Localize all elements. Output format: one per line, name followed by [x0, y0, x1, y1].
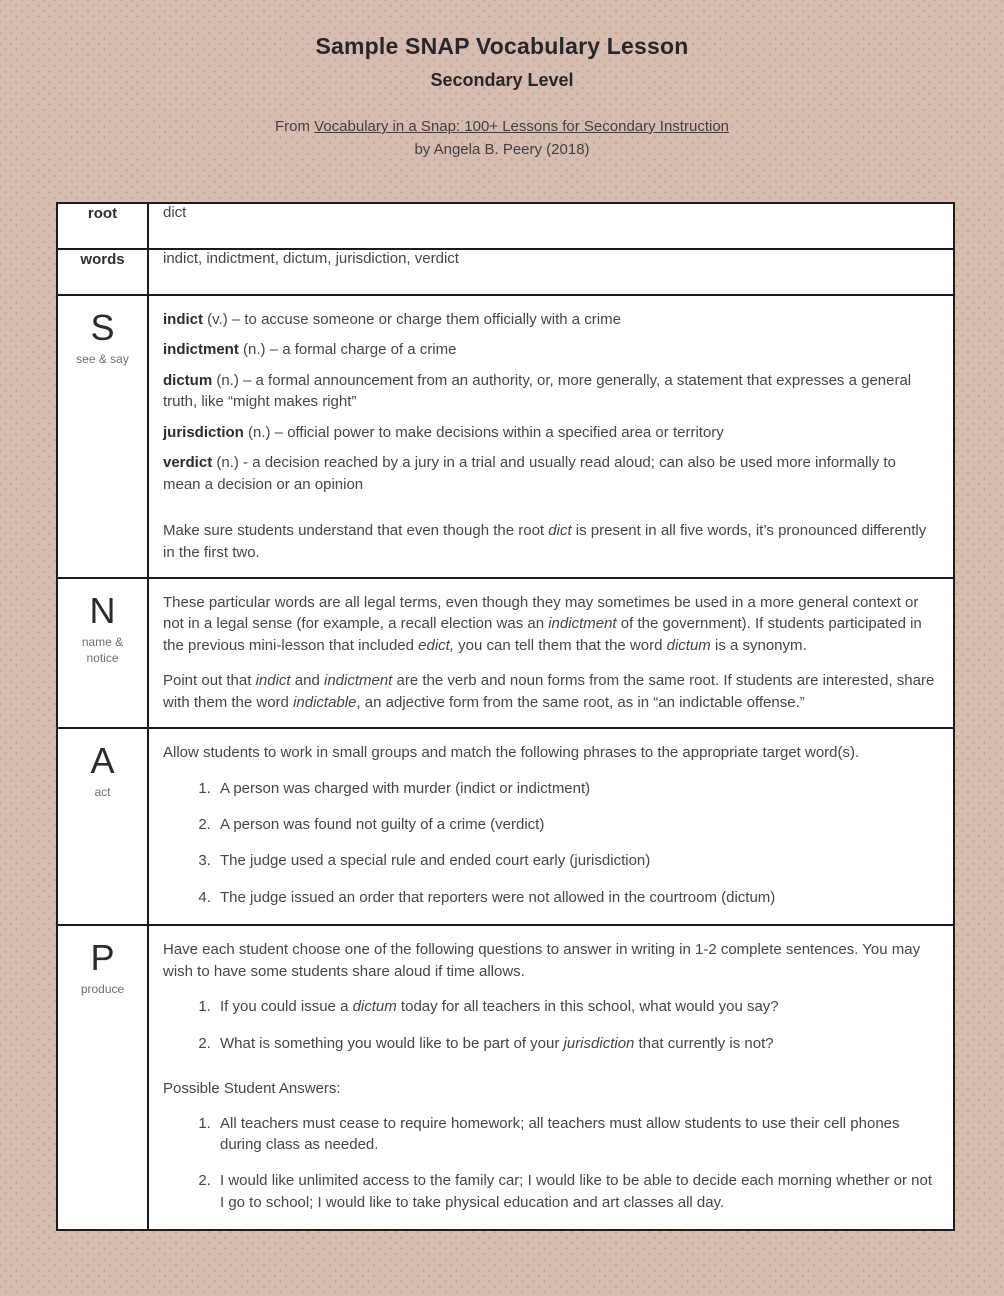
- pronunciation-note: Make sure students understand that even though the root dict is present in all five words, it’s pronounced differently in the first two.: [163, 522, 927, 561]
- produce-question: 1. If you could issue a dictum today for all teachers in this school, what would you say?: [215, 996, 937, 1017]
- answers-label: Possible Student Answers:: [163, 1080, 341, 1098]
- definition-indictment: indictment (n.) – a formal charge of a crime: [163, 341, 457, 359]
- act-content-cell: [148, 728, 954, 925]
- see-say-letter-cell: [57, 295, 148, 578]
- produce-intro: Have each student choose one of the following questions to answer in writing in 1-2 complete sentences. You may wish to have some students share aloud if time allows.: [163, 941, 921, 980]
- answer-item: 2. I would like unlimited access to the family car; I would like to be able to decide each morning whether or not I go to school; I would like to take physical education and art classes all day.: [215, 1170, 937, 1213]
- act-item: 2. A person was found not guilty of a crime (verdict): [215, 814, 937, 835]
- notice-paragraph-2: Point out that indict and indictment are the verb and noun forms from the same root. If students are interested, share with them the word indictable, an adjective form from the same root, as in “an indictable offense.”: [163, 672, 935, 711]
- definition-verdict: verdict (n.) - a decision reached by a jury in a trial and usually read aloud; can also be used more informally to mean a decision or an opinion: [163, 454, 896, 493]
- answer-item: 1. All teachers must cease to require homework; all teachers must allow students to use their cell phones during class as needed.: [215, 1113, 937, 1156]
- row-words: [57, 249, 954, 295]
- root-label-cell: root: [57, 203, 148, 249]
- byline: by Angela B. Peery (2018): [414, 141, 590, 158]
- letter-a: A: [90, 740, 115, 782]
- name-notice-content-cell: [148, 578, 954, 728]
- source-link[interactable]: Vocabulary in a Snap: 100+ Lessons for Secondary Instruction: [314, 118, 729, 135]
- words-label-cell: words: [57, 249, 148, 295]
- row-name-notice: [57, 578, 954, 728]
- name-notice-letter-cell: [57, 578, 148, 728]
- page-title: Sample SNAP Vocabulary Lesson: [315, 33, 689, 59]
- act-item: 1. A person was charged with murder (indict or indictment): [215, 778, 937, 799]
- produce-letter-cell: [57, 925, 148, 1230]
- see-say-sublabel: see & say: [76, 351, 129, 366]
- page-subtitle: Secondary Level: [430, 70, 574, 90]
- definition-jurisdiction: jurisdiction (n.) – official power to make decisions within a specified area or territory: [163, 423, 724, 441]
- letter-s: S: [90, 307, 115, 348]
- act-list: [163, 778, 937, 909]
- definition-indict: indict (v.) – to accuse someone or charge them officially with a crime: [163, 311, 621, 328]
- act-sublabel: act: [94, 784, 111, 799]
- produce-content-cell: [148, 925, 954, 1230]
- row-see-say: [57, 295, 954, 578]
- words-value-cell: indict, indictment, dictum, jurisdiction, verdict: [148, 249, 954, 295]
- source-line: [0, 118, 1004, 135]
- act-item: 4. The judge issued an order that reporters were not allowed in the courtroom (dictum): [215, 887, 937, 908]
- name-notice-sublabel: name & notice: [81, 634, 124, 665]
- row-act: [57, 728, 954, 925]
- notice-paragraph-1: These particular words are all legal terms, even though they may sometimes be used in a more general context or not in a legal sense (for example, a recall election was an indictment of the government). If students participated in the previous mini-lesson that included edict, you can tell them that the word dictum is a synonym.: [163, 593, 922, 654]
- root-value-cell: dict: [148, 203, 954, 249]
- letter-n: N: [89, 589, 116, 631]
- source-prefix: From: [274, 118, 315, 135]
- see-say-content-cell: [148, 295, 954, 578]
- act-letter-cell: [57, 728, 148, 925]
- letter-p: P: [90, 937, 115, 979]
- produce-question-list: [163, 996, 937, 1054]
- act-intro: Allow students to work in small groups and match the following phrases to the appropriate target word(s).: [163, 744, 860, 762]
- act-item: 3. The judge used a special rule and ended court early (jurisdiction): [215, 850, 937, 871]
- page-header: [0, 0, 1004, 158]
- produce-sublabel: produce: [80, 982, 125, 997]
- row-produce: [57, 925, 954, 1230]
- answers-list: [163, 1113, 937, 1214]
- row-root: [57, 203, 954, 249]
- produce-question: 2. What is something you would like to be part of your jurisdiction that currently is not?: [215, 1033, 937, 1054]
- definition-dictum: dictum (n.) – a formal announcement from an authority, or, more generally, a statement that expresses a general truth, like “might makes right”: [163, 371, 912, 411]
- lesson-table: [56, 202, 955, 1231]
